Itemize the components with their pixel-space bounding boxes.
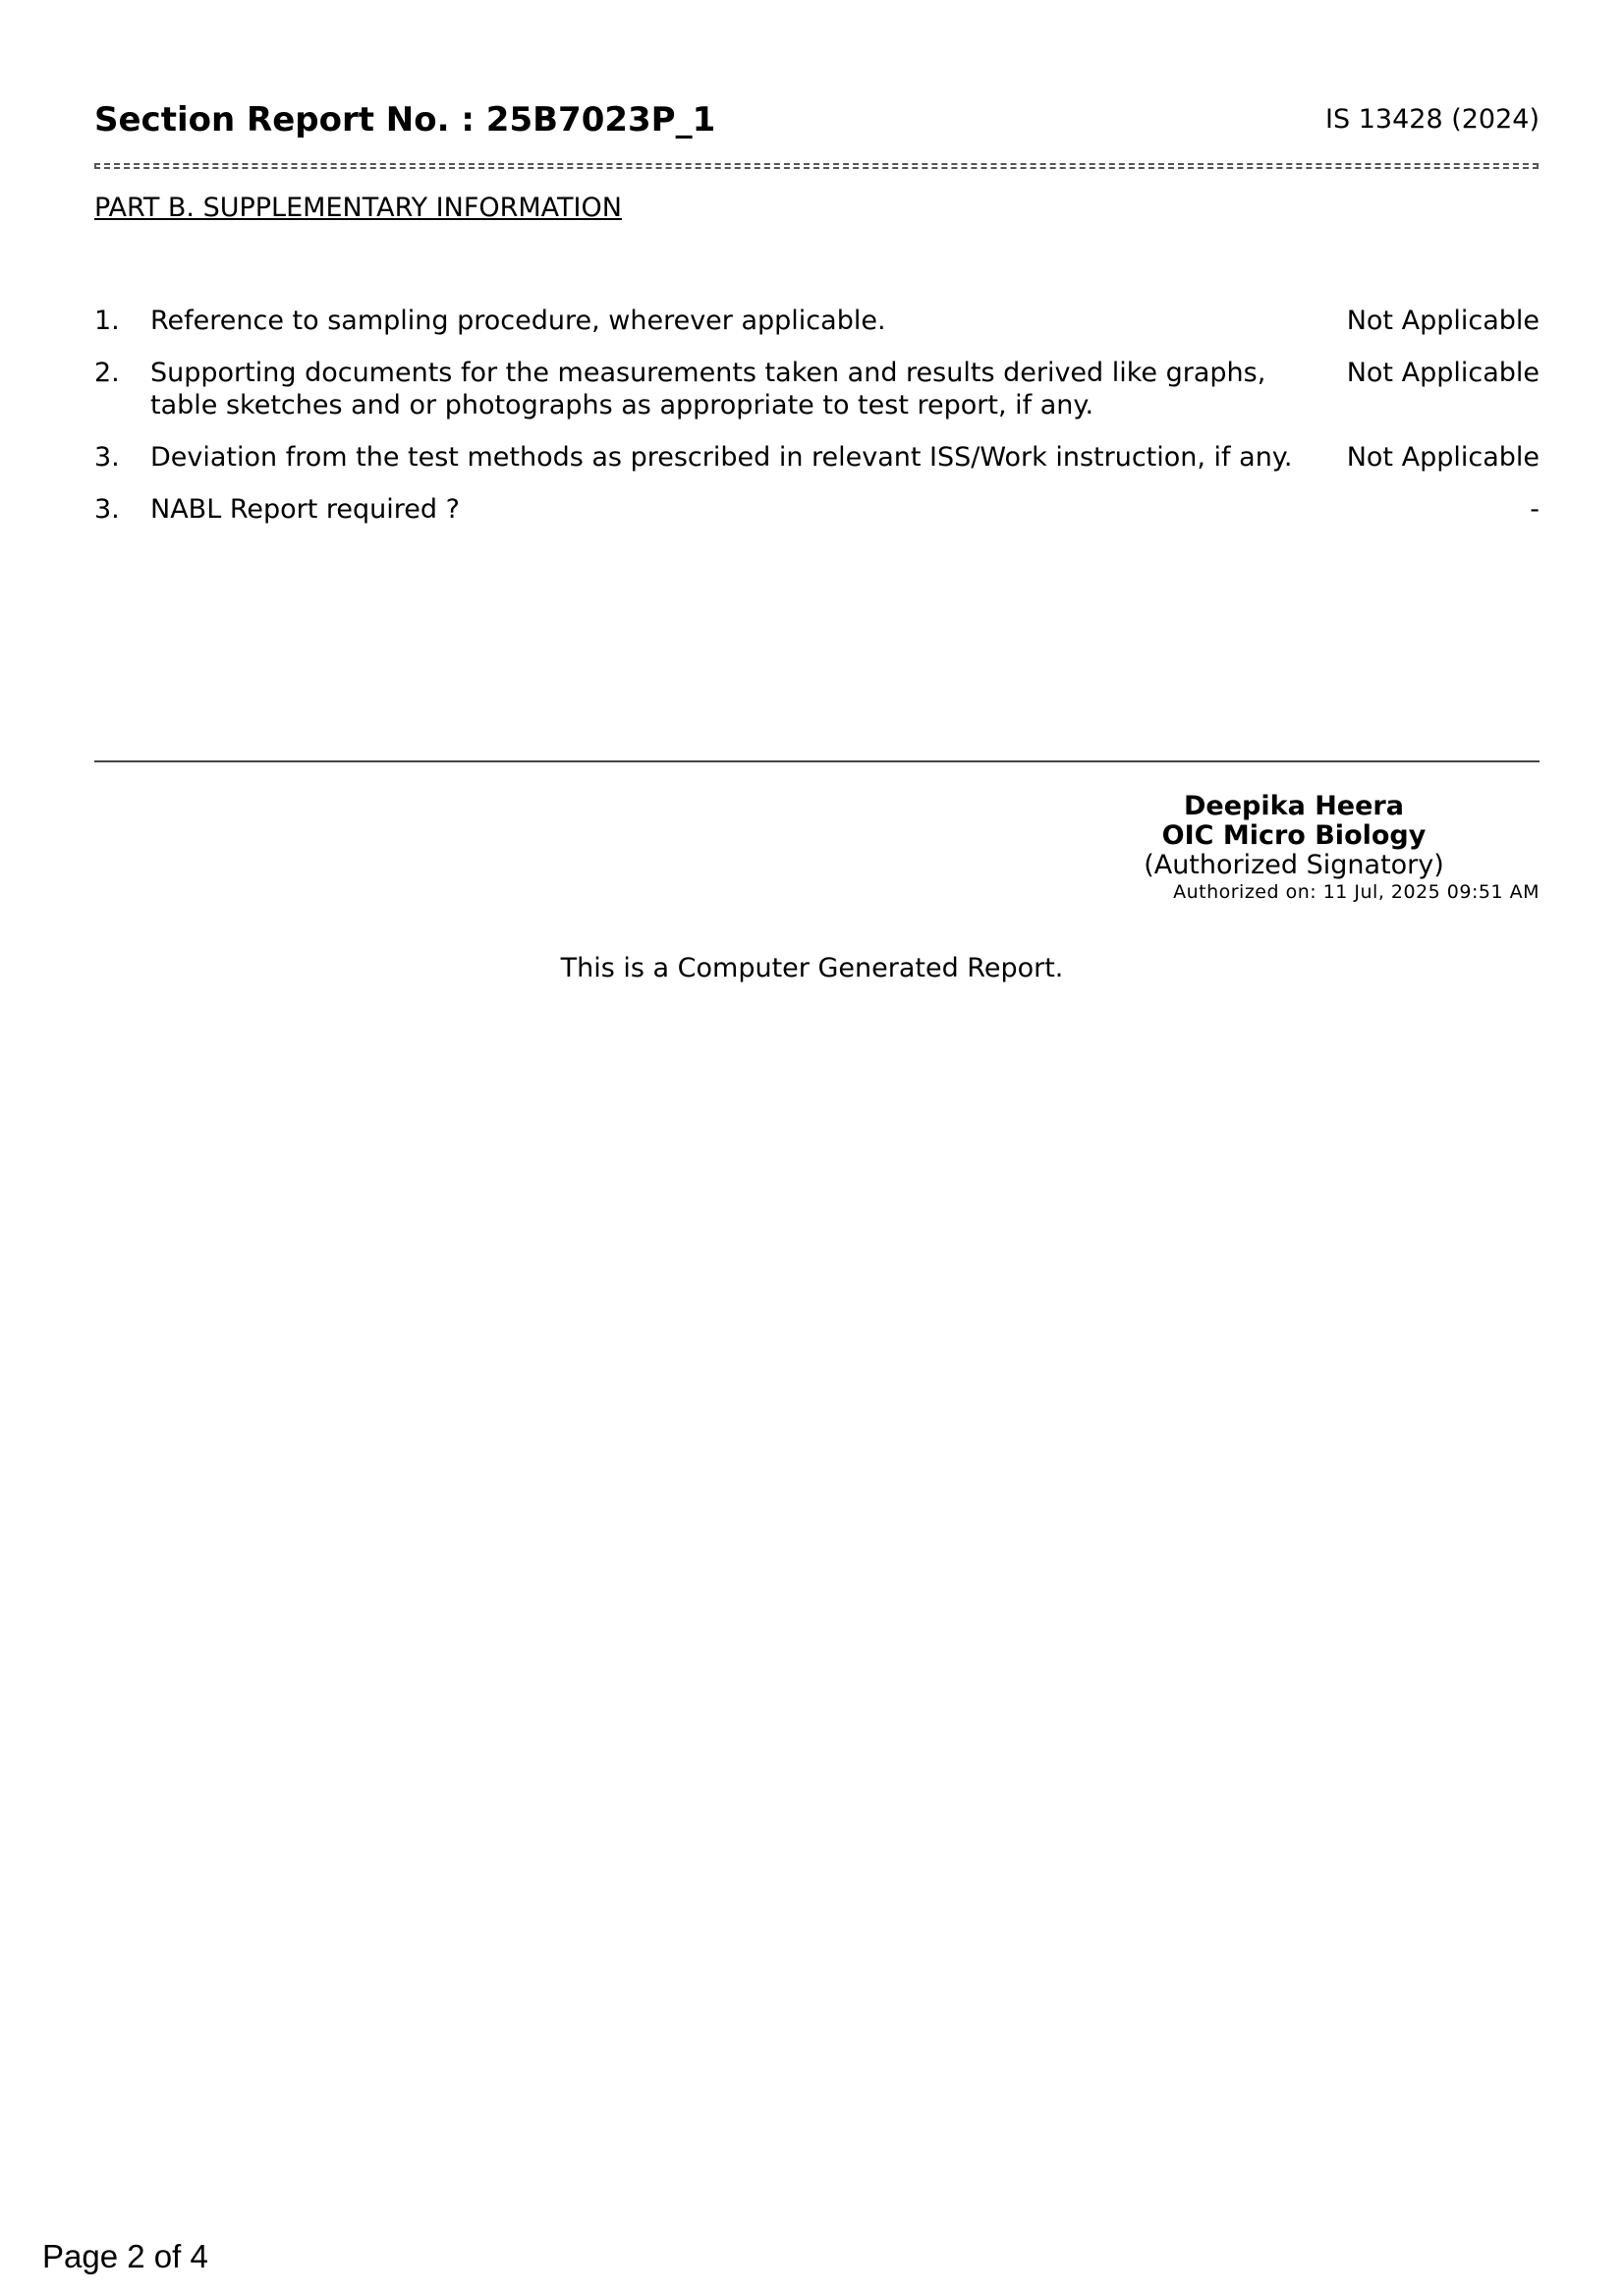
item-number: 3. bbox=[94, 442, 120, 473]
signatory-name: Deepika Heera bbox=[1184, 791, 1404, 821]
section-heading: PART B. SUPPLEMENTARY INFORMATION bbox=[94, 193, 622, 223]
page-title: Section Report No. : 25B7023P_1 bbox=[94, 100, 716, 140]
item-number: 1. bbox=[94, 306, 120, 336]
item-text: Reference to sampling procedure, wherever applicable. bbox=[150, 306, 886, 336]
item-value: Not Applicable bbox=[1346, 442, 1540, 473]
item-value: Not Applicable bbox=[1346, 358, 1540, 388]
signatory-block bbox=[1048, 792, 1540, 904]
signatory-role: OIC Micro Biology bbox=[1161, 820, 1427, 851]
supplementary-items bbox=[94, 305, 1540, 545]
header-divider bbox=[94, 163, 1539, 169]
signatory-title: (Authorized Signatory) bbox=[1144, 850, 1444, 880]
item-number: 2. bbox=[94, 358, 120, 388]
list-item bbox=[94, 493, 1540, 526]
item-text: NABL Report required ? bbox=[150, 494, 460, 525]
authorized-timestamp: Authorized on: 11 Jul, 2025 09:51 AM bbox=[1173, 881, 1540, 903]
item-number: 3. bbox=[94, 494, 120, 525]
page-number: Page 2 of 4 bbox=[42, 2238, 208, 2274]
item-text: Deviation from the test methods as prescribed in relevant ISS/Work instruction, if any. bbox=[150, 442, 1293, 473]
item-value: Not Applicable bbox=[1346, 306, 1540, 336]
standard-reference: IS 13428 (2024) bbox=[1325, 104, 1540, 135]
item-value: - bbox=[1530, 494, 1540, 525]
list-item bbox=[94, 305, 1540, 337]
item-text: Supporting documents for the measurements taken and results derived like graphs, table sketches and or photographs as appropriate to test report, if any. bbox=[150, 358, 1266, 420]
generated-note: This is a Computer Generated Report. bbox=[560, 953, 1064, 983]
signature-divider bbox=[94, 760, 1540, 762]
list-item bbox=[94, 441, 1540, 474]
list-item bbox=[94, 357, 1540, 421]
